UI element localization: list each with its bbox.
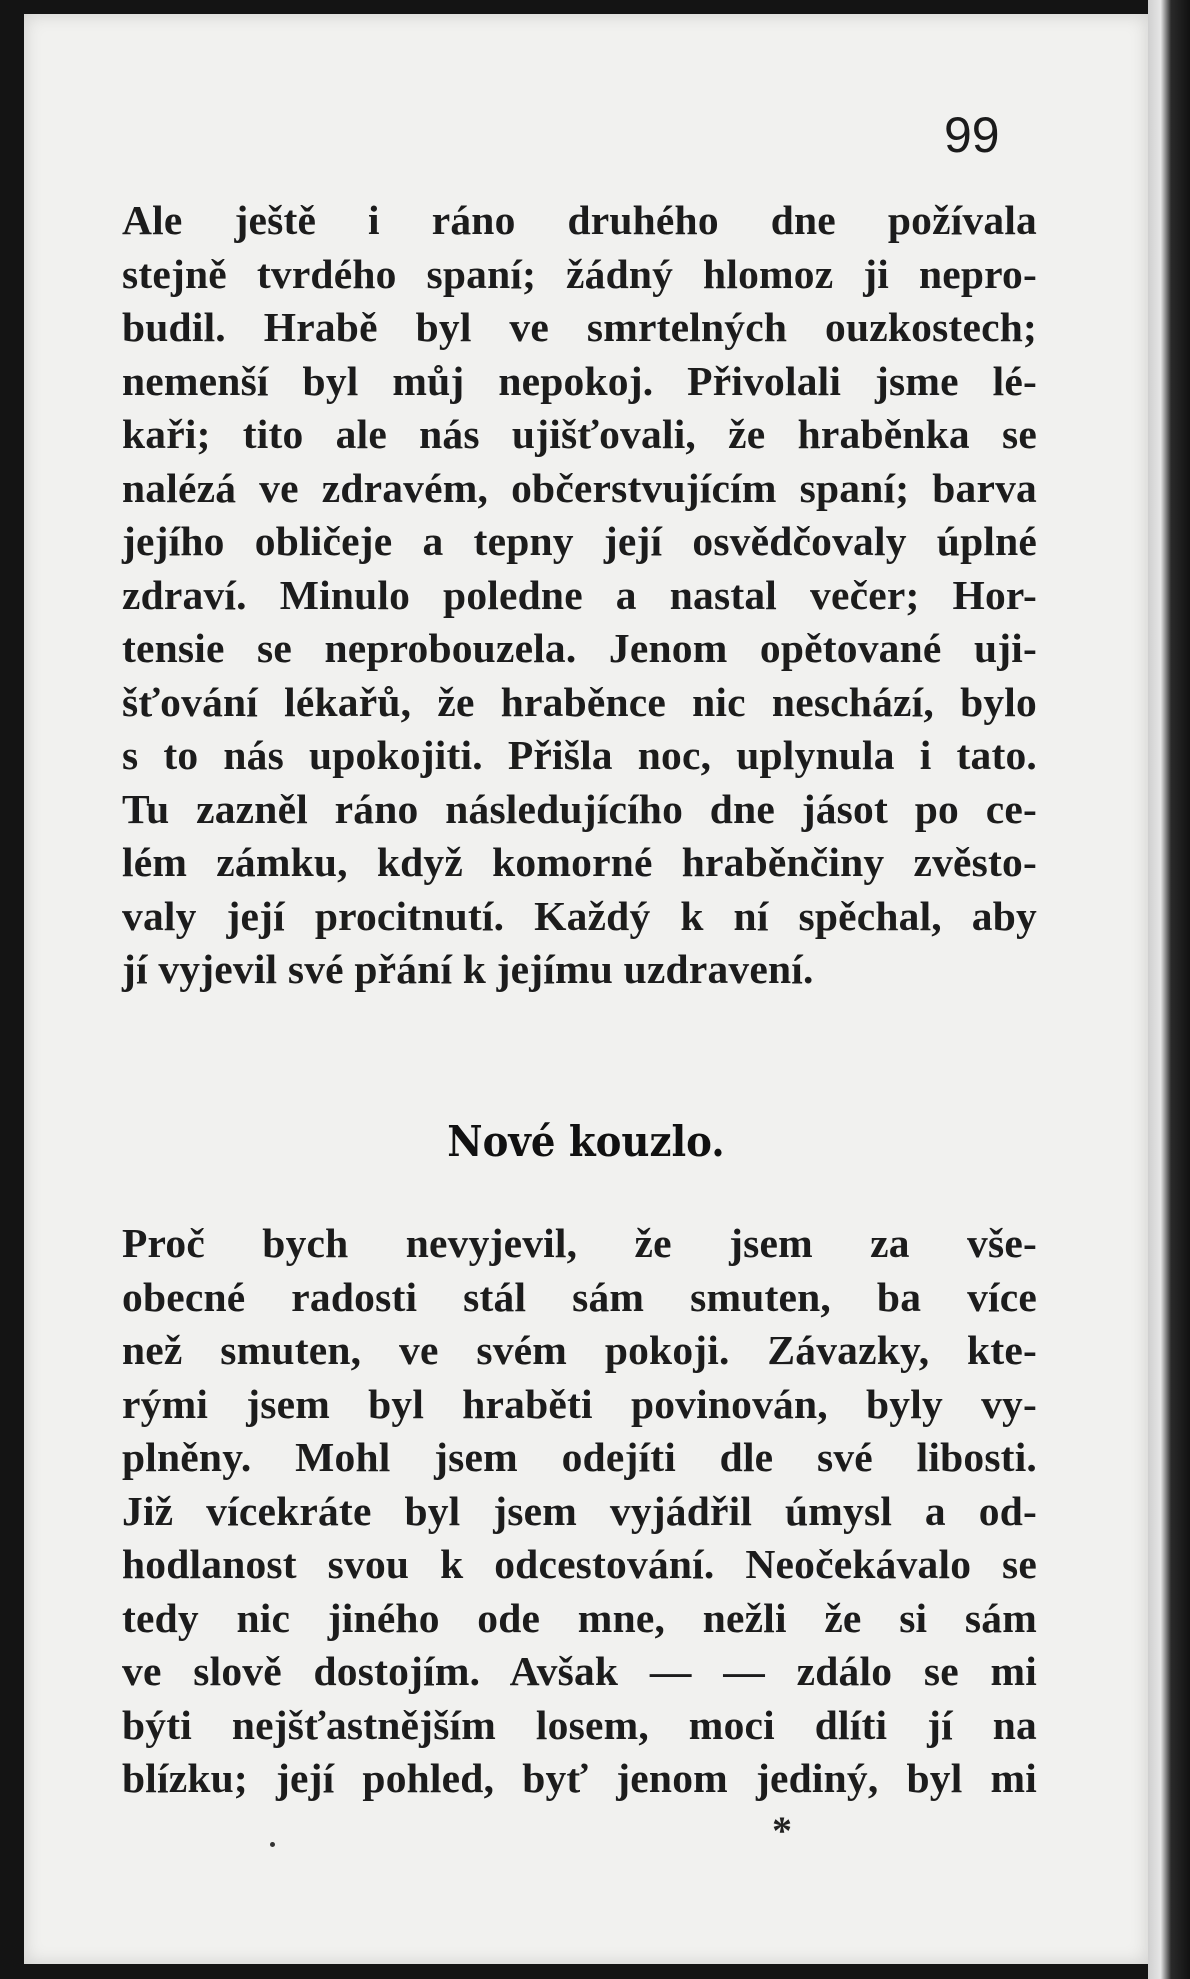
text-line: blízku; její pohled, byť jenom jediný, byl mi <box>122 1755 1037 1801</box>
paper-speck <box>270 1842 275 1847</box>
page-number: 99 <box>944 107 1000 163</box>
page-edge-shadow <box>1148 0 1190 1979</box>
text-line: jejího obličeje a tepny její osvědčovaly úplné <box>122 518 1037 564</box>
signature-mark: * <box>772 1808 792 1853</box>
text-line: nalézá ve zdravém, občerstvujícím spaní; barva <box>122 464 1037 511</box>
book-page <box>24 14 1148 1964</box>
text-line: hodlanost svou k odcestování. Neočekávalo se <box>122 1541 1037 1587</box>
text-line: plněny. Mohl jsem odejíti dle své libosti. <box>122 1434 1037 1480</box>
text-line: než smuten, ve svém pokoji. Závazky, kte- <box>122 1327 1037 1373</box>
paragraph-2 <box>122 1217 1037 1806</box>
text-line: budil. Hrabě byl ve smrtelných ouzkostech; <box>122 304 1037 350</box>
text-line: s to nás upokojiti. Přišla noc, uplynula i tato. <box>122 732 1037 778</box>
text-line: Ale ještě i ráno druhého dne požívala <box>122 197 1037 243</box>
text-line: ve slově dostojím. Avšak — — zdálo se mi <box>122 1648 1037 1694</box>
text-line: Proč bych nevyjevil, že jsem za vše- <box>122 1220 1037 1266</box>
text-line: rými jsem byl hraběti povinován, byly vy- <box>122 1380 1037 1427</box>
text-line: jí vyjevil své přání k jejímu uzdravení. <box>122 946 814 992</box>
text-line: tensie se neprobouzela. Jenom opětované uji- <box>122 625 1037 671</box>
text-line: zdraví. Minulo poledne a nastal večer; Hor- <box>122 571 1037 618</box>
text-line: Tu zazněl ráno následujícího dne jásot po ce- <box>122 785 1037 832</box>
text-line: obecné radosti stál sám smuten, ba více <box>122 1273 1037 1320</box>
text-line: kaři; tito ale nás ujišťovali, že hraběnka se <box>122 411 1037 457</box>
text-line: Již vícekráte byl jsem vyjádřil úmysl a od- <box>122 1487 1037 1534</box>
section-heading: Nové kouzlo. <box>447 1117 725 1166</box>
text-line: býti nejšťastnějším losem, moci dlíti jí na <box>122 1701 1037 1748</box>
paragraph-1 <box>122 194 1037 997</box>
text-line: valy její procitnutí. Každý k ní spěchal, aby <box>122 892 1037 939</box>
text-line: nemenší byl můj nepokoj. Přivolali jsme lé- <box>122 357 1037 404</box>
text-line: šťování lékařů, že hraběnce nic neschází, bylo <box>122 678 1037 725</box>
text-line: lém zámku, když komorné hraběnčiny zvěsto- <box>122 839 1037 885</box>
text-line: tedy nic jiného ode mne, nežli že si sám <box>122 1594 1037 1641</box>
text-line: stejně tvrdého spaní; žádný hlomoz ji nepro- <box>122 250 1037 297</box>
